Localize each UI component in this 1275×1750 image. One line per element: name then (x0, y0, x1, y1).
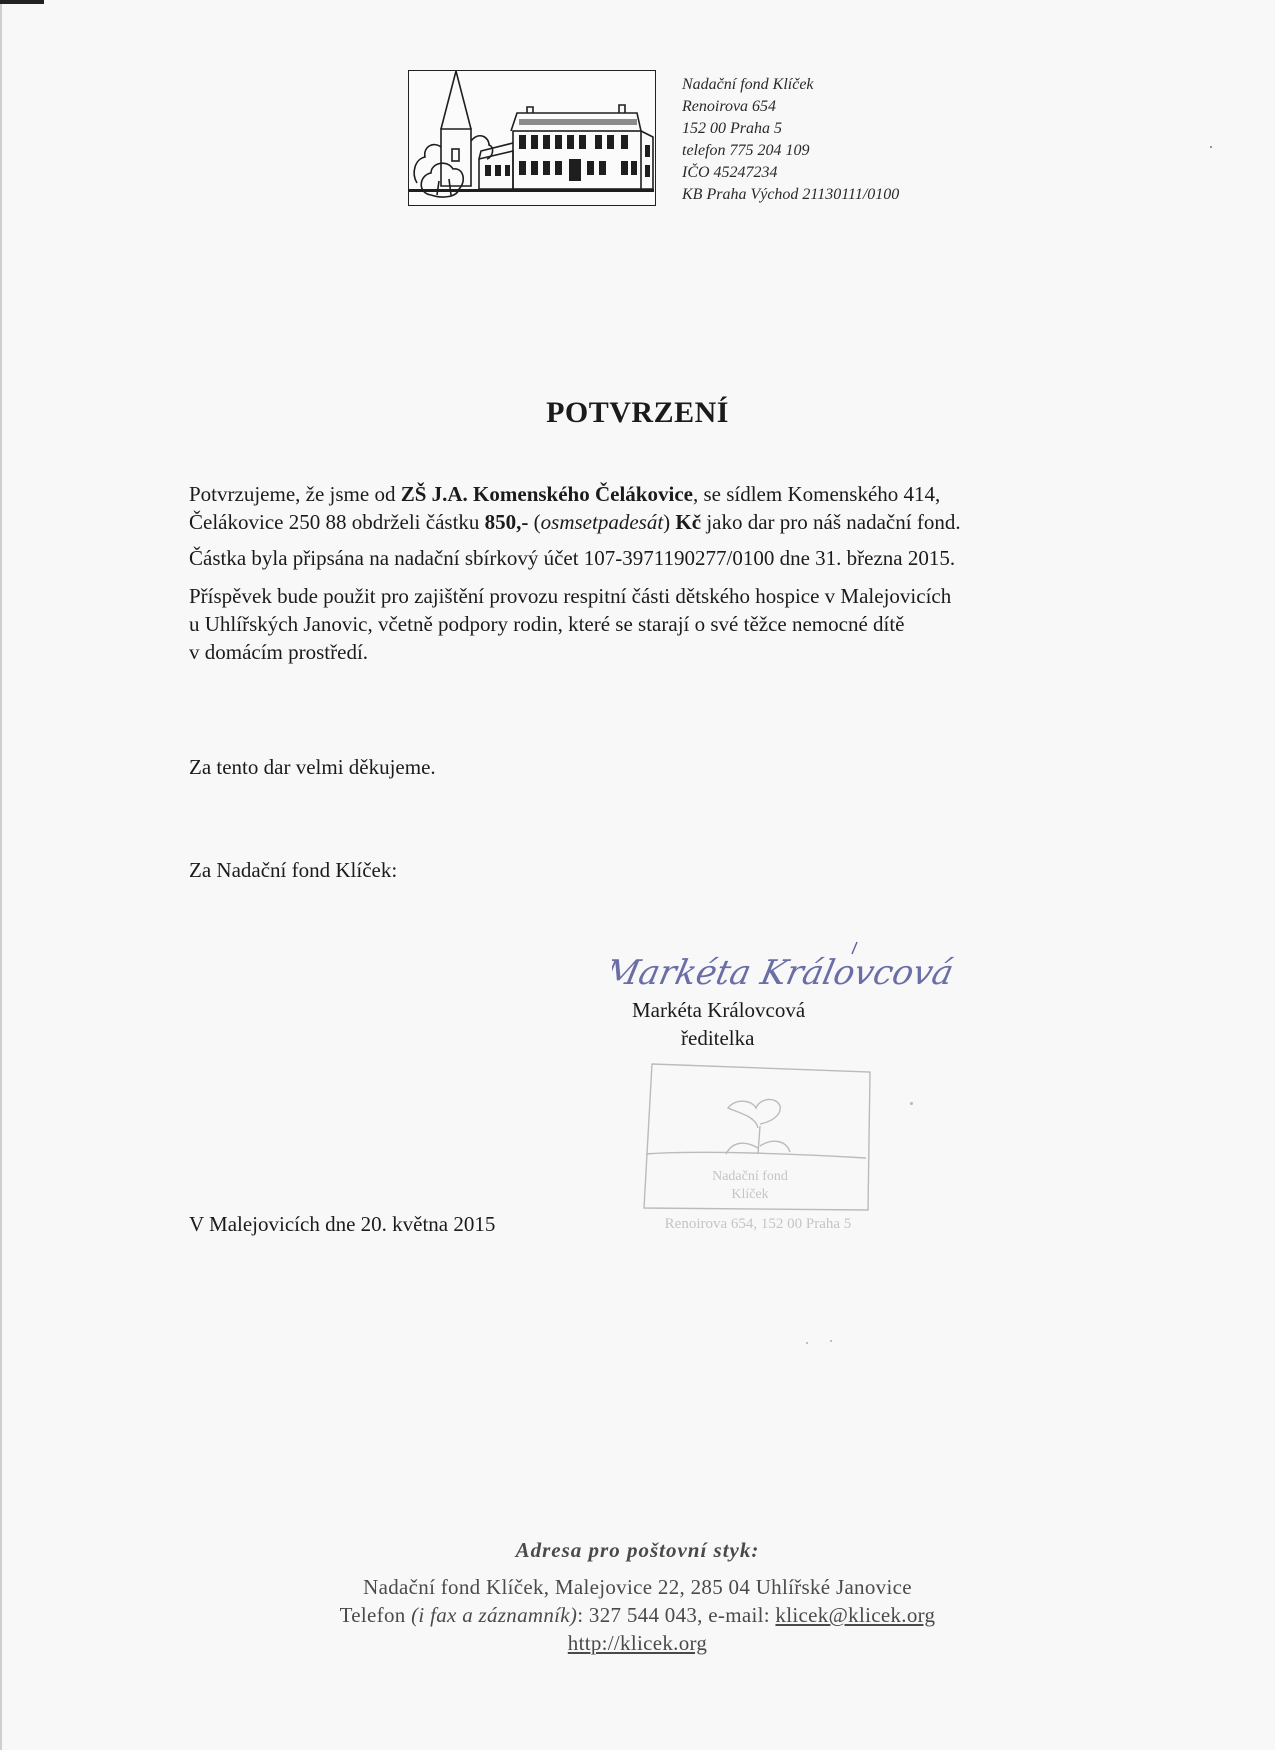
foundation-logo (408, 70, 656, 206)
org-ico: IČO 45247234 (682, 164, 778, 181)
stamp-line-2: Klíček (731, 1187, 769, 1202)
text: , se sídlem Komenského 414, (692, 482, 941, 506)
footer-contact (0, 1601, 1275, 1629)
scan-speck (910, 1102, 913, 1105)
on-behalf-line: Za Nadační fond Klíček: (189, 858, 398, 882)
signer-role: ředitelka (681, 1026, 755, 1050)
stamp-line-3: Renoirova 654, 152 00 Praha 5 (664, 1216, 852, 1232)
footer-address: Nadační fond Klíček, Malejovice 22, 285 04 Uhlířské Janovice (363, 1575, 912, 1599)
page-edge (0, 0, 2, 1750)
paragraph-purpose (189, 582, 1109, 666)
confirmation-body (189, 480, 1109, 666)
text: Příspěvek bude použit pro zajištění provozu respitní části dětského hospice v Malejovicích (189, 584, 952, 608)
donor-name: ZŠ J.A. Komenského Čelákovice (400, 482, 693, 506)
text: ) (663, 510, 676, 534)
text: v domácím prostředí. (189, 640, 369, 664)
handwritten-signature (612, 938, 972, 1003)
amount-in-words: osmsetpadesát (540, 510, 664, 534)
building-with-church-tower-icon (409, 71, 654, 204)
phone-note: (i fax a záznamník) (411, 1603, 578, 1627)
website-link[interactable]: http://klicek.org (567, 1631, 708, 1655)
amount: 850,- (484, 510, 529, 534)
currency: Kč (675, 510, 702, 534)
text: ( (528, 510, 541, 534)
paragraph-donor (189, 480, 1109, 536)
email-link[interactable]: klicek@klicek.org (775, 1603, 936, 1627)
postal-address-footer (0, 1538, 1275, 1657)
flower-stamp-icon (726, 1099, 790, 1154)
org-street: Renoirova 654 (682, 98, 777, 115)
letterhead-address (682, 74, 899, 206)
text: jako dar pro náš nadační fond. (701, 510, 961, 534)
text: Potvrzujeme, že jsme od (189, 482, 401, 506)
org-name: Nadační fond Klíček (682, 76, 814, 93)
corner-mark (0, 0, 44, 4)
footer-website (0, 1629, 1275, 1657)
text: u Uhlířských Janovic, včetně podpory rodin, které se starají o své těžce nemocné dítě (189, 612, 905, 636)
text: Telefon (339, 1603, 412, 1627)
place-and-date: V Malejovicích dne 20. května 2015 (189, 1212, 496, 1236)
document-title: POTVRZENÍ (546, 396, 729, 429)
foundation-stamp (640, 1062, 880, 1247)
org-city: 152 00 Praha 5 (682, 120, 782, 137)
signer-name: Markéta Královcová (632, 998, 806, 1022)
text: Čelákovice 250 88 obdrželi částku (189, 510, 485, 534)
scan-speck (1210, 146, 1212, 148)
scan-speck (830, 1340, 832, 1342)
stamp-line-1: Nadační fond (712, 1169, 788, 1184)
text: : 327 544 043, e-mail: (577, 1603, 776, 1627)
org-phone: telefon 775 204 109 (682, 142, 810, 159)
paragraph-account: Částka byla připsána na nadační sbírkový účet 107-3971190277/0100 dne 31. března 2015. (189, 546, 956, 570)
signature-text: Markéta Královcová (612, 953, 957, 993)
footer-heading: Adresa pro poštovní styk: (515, 1538, 760, 1562)
scan-speck (806, 1342, 808, 1344)
org-bank-account: KB Praha Východ 21130111/0100 (682, 186, 900, 203)
thanks-line: Za tento dar velmi děkujeme. (189, 755, 436, 779)
